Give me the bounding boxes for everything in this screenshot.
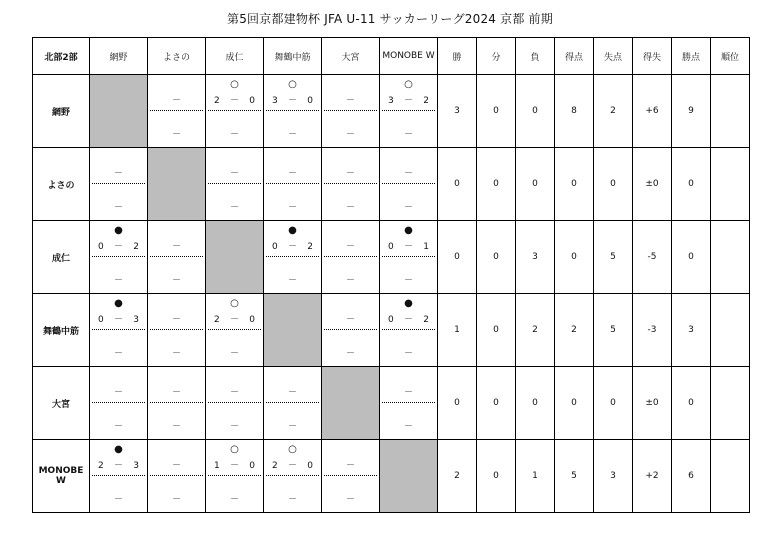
secondary-score: － bbox=[113, 422, 123, 432]
match-cell bbox=[380, 148, 438, 221]
result-mark: ○ bbox=[230, 298, 239, 309]
score-dash: － bbox=[403, 242, 413, 252]
secondary-score: － bbox=[287, 422, 297, 432]
score-dash: － bbox=[345, 461, 355, 471]
secondary-score: － bbox=[229, 349, 239, 359]
column-header-stat: 失点 bbox=[594, 38, 633, 75]
column-header-team: 成仁 bbox=[206, 38, 264, 75]
stat-cell bbox=[711, 75, 750, 148]
match-cell bbox=[148, 294, 206, 367]
column-header-stat: 勝 bbox=[438, 38, 477, 75]
score-own: 0 bbox=[272, 242, 278, 252]
score-dash: － bbox=[229, 461, 239, 471]
column-header-team: 舞鶴中筋 bbox=[264, 38, 322, 75]
row-team-name: 舞鶴中筋 bbox=[33, 294, 90, 367]
score-dash: － bbox=[171, 242, 181, 252]
score-opponent: 0 bbox=[249, 461, 255, 471]
score-opponent: 0 bbox=[249, 315, 255, 325]
column-header-stat: 順位 bbox=[711, 38, 750, 75]
dotted-divider bbox=[150, 329, 203, 330]
match-cell bbox=[322, 294, 380, 367]
stat-cell: 3 bbox=[672, 294, 711, 367]
score-dash: － bbox=[287, 96, 297, 106]
dotted-divider bbox=[382, 329, 435, 330]
match-cell bbox=[380, 75, 438, 148]
secondary-score: － bbox=[229, 130, 239, 140]
match-cell bbox=[380, 294, 438, 367]
match-score bbox=[380, 241, 437, 253]
match-score bbox=[264, 460, 321, 472]
secondary-score: － bbox=[229, 495, 239, 505]
dotted-divider bbox=[324, 110, 377, 111]
score-own: 0 bbox=[98, 315, 104, 325]
match-cell bbox=[264, 440, 322, 513]
stat-cell: 1 bbox=[516, 440, 555, 513]
match-cell bbox=[380, 221, 438, 294]
dotted-divider bbox=[382, 183, 435, 184]
dotted-divider bbox=[92, 256, 145, 257]
dotted-divider bbox=[208, 475, 261, 476]
dotted-divider bbox=[208, 402, 261, 403]
stat-cell: 0 bbox=[594, 367, 633, 440]
secondary-score: － bbox=[171, 495, 181, 505]
table-row bbox=[33, 294, 750, 367]
match-cell bbox=[90, 221, 148, 294]
row-team-name: 大宮 bbox=[33, 367, 90, 440]
secondary-score: － bbox=[403, 276, 413, 286]
self-match-cell bbox=[206, 221, 264, 294]
column-header-team: 大宮 bbox=[322, 38, 380, 75]
dotted-divider bbox=[208, 183, 261, 184]
match-score bbox=[148, 95, 205, 107]
self-match-cell bbox=[380, 440, 438, 513]
match-cell bbox=[206, 75, 264, 148]
stat-cell: -3 bbox=[633, 294, 672, 367]
match-cell bbox=[90, 294, 148, 367]
stat-cell: 0 bbox=[555, 221, 594, 294]
secondary-score: － bbox=[113, 203, 123, 213]
secondary-score: － bbox=[171, 130, 181, 140]
match-score bbox=[264, 387, 321, 399]
score-dash: － bbox=[229, 388, 239, 398]
match-score bbox=[264, 168, 321, 180]
stat-cell: 2 bbox=[555, 294, 594, 367]
dotted-divider bbox=[266, 402, 319, 403]
match-cell bbox=[264, 221, 322, 294]
dotted-divider bbox=[324, 183, 377, 184]
stat-cell: 0 bbox=[672, 221, 711, 294]
score-own: 2 bbox=[98, 461, 104, 471]
row-team-name: MONOBE W bbox=[33, 440, 90, 513]
secondary-score: － bbox=[113, 495, 123, 505]
dotted-divider bbox=[266, 256, 319, 257]
result-mark: ● bbox=[404, 298, 413, 309]
header-row bbox=[33, 38, 750, 75]
match-score bbox=[148, 241, 205, 253]
match-score bbox=[90, 314, 147, 326]
stat-cell: 0 bbox=[477, 148, 516, 221]
stat-cell: 0 bbox=[477, 294, 516, 367]
score-dash: － bbox=[113, 169, 123, 179]
score-opponent: 0 bbox=[307, 461, 313, 471]
dotted-divider bbox=[382, 256, 435, 257]
match-cell bbox=[264, 148, 322, 221]
dotted-divider bbox=[208, 110, 261, 111]
stat-cell: 2 bbox=[438, 440, 477, 513]
score-dash: － bbox=[171, 96, 181, 106]
dotted-divider bbox=[92, 329, 145, 330]
row-team-name: 網野 bbox=[33, 75, 90, 148]
match-score bbox=[90, 168, 147, 180]
score-opponent: 2 bbox=[133, 242, 139, 252]
table-row bbox=[33, 440, 750, 513]
result-mark: ● bbox=[114, 225, 123, 236]
score-own: 2 bbox=[272, 461, 278, 471]
column-header-team: 網野 bbox=[90, 38, 148, 75]
secondary-score: － bbox=[171, 276, 181, 286]
stat-cell: 0 bbox=[438, 367, 477, 440]
column-header-stat: 得失 bbox=[633, 38, 672, 75]
result-mark: ● bbox=[288, 225, 297, 236]
score-opponent: 1 bbox=[423, 242, 429, 252]
result-mark: ● bbox=[114, 298, 123, 309]
stat-cell bbox=[711, 148, 750, 221]
match-cell bbox=[148, 367, 206, 440]
stat-cell: 0 bbox=[672, 367, 711, 440]
dotted-divider bbox=[92, 475, 145, 476]
result-mark: ○ bbox=[230, 79, 239, 90]
stat-cell: 2 bbox=[516, 294, 555, 367]
stat-cell: 0 bbox=[477, 440, 516, 513]
score-dash: － bbox=[287, 169, 297, 179]
column-header-stat: 得点 bbox=[555, 38, 594, 75]
table-row bbox=[33, 148, 750, 221]
match-score bbox=[264, 241, 321, 253]
match-score bbox=[322, 95, 379, 107]
match-cell bbox=[264, 367, 322, 440]
result-mark: ● bbox=[404, 225, 413, 236]
stat-cell: 5 bbox=[594, 294, 633, 367]
stat-cell: 0 bbox=[438, 148, 477, 221]
match-score bbox=[380, 168, 437, 180]
row-team-name: よさの bbox=[33, 148, 90, 221]
score-dash: － bbox=[287, 242, 297, 252]
dotted-divider bbox=[92, 183, 145, 184]
table-row bbox=[33, 221, 750, 294]
match-cell bbox=[90, 367, 148, 440]
dotted-divider bbox=[324, 475, 377, 476]
match-score bbox=[90, 241, 147, 253]
score-dash: － bbox=[113, 242, 123, 252]
stat-cell: 0 bbox=[477, 221, 516, 294]
score-dash: － bbox=[403, 169, 413, 179]
stat-cell: 8 bbox=[555, 75, 594, 148]
dotted-divider bbox=[150, 256, 203, 257]
row-team-name: 成仁 bbox=[33, 221, 90, 294]
stat-cell: 0 bbox=[516, 367, 555, 440]
column-header-team: よさの bbox=[148, 38, 206, 75]
self-match-cell bbox=[264, 294, 322, 367]
match-score bbox=[206, 95, 263, 107]
division-label: 北部2部 bbox=[33, 38, 90, 75]
score-opponent: 0 bbox=[307, 96, 313, 106]
score-dash: － bbox=[403, 388, 413, 398]
score-dash: － bbox=[345, 169, 355, 179]
score-dash: － bbox=[113, 461, 123, 471]
stat-cell: 0 bbox=[516, 148, 555, 221]
result-mark: ○ bbox=[230, 444, 239, 455]
table-body bbox=[33, 75, 750, 513]
stat-cell: 0 bbox=[672, 148, 711, 221]
match-score bbox=[148, 460, 205, 472]
score-own: 2 bbox=[214, 315, 220, 325]
stat-cell: 3 bbox=[516, 221, 555, 294]
match-score bbox=[380, 387, 437, 399]
secondary-score: － bbox=[287, 130, 297, 140]
secondary-score: － bbox=[171, 422, 181, 432]
result-mark: ○ bbox=[288, 444, 297, 455]
match-cell bbox=[380, 367, 438, 440]
secondary-score: － bbox=[229, 422, 239, 432]
match-score bbox=[206, 387, 263, 399]
stat-cell bbox=[711, 221, 750, 294]
stat-cell: 5 bbox=[594, 221, 633, 294]
secondary-score: － bbox=[403, 349, 413, 359]
score-own: 0 bbox=[388, 315, 394, 325]
match-score bbox=[148, 387, 205, 399]
stat-cell: ±0 bbox=[633, 367, 672, 440]
secondary-score: － bbox=[345, 276, 355, 286]
match-cell bbox=[206, 440, 264, 513]
stat-cell: 0 bbox=[477, 367, 516, 440]
dotted-divider bbox=[324, 256, 377, 257]
stat-cell: +6 bbox=[633, 75, 672, 148]
dotted-divider bbox=[92, 402, 145, 403]
match-cell bbox=[148, 440, 206, 513]
match-score bbox=[148, 314, 205, 326]
match-cell bbox=[206, 294, 264, 367]
match-score bbox=[380, 314, 437, 326]
secondary-score: － bbox=[287, 276, 297, 286]
stat-cell bbox=[711, 367, 750, 440]
stat-cell: 0 bbox=[477, 75, 516, 148]
score-own: 3 bbox=[272, 96, 278, 106]
self-match-cell bbox=[148, 148, 206, 221]
stat-cell: 2 bbox=[594, 75, 633, 148]
stat-cell: 9 bbox=[672, 75, 711, 148]
match-score bbox=[206, 460, 263, 472]
score-dash: － bbox=[229, 169, 239, 179]
score-dash: － bbox=[345, 96, 355, 106]
dotted-divider bbox=[324, 329, 377, 330]
dotted-divider bbox=[150, 402, 203, 403]
match-score bbox=[264, 95, 321, 107]
score-dash: － bbox=[171, 315, 181, 325]
score-own: 2 bbox=[214, 96, 220, 106]
stat-cell: 3 bbox=[594, 440, 633, 513]
match-cell bbox=[264, 75, 322, 148]
match-cell bbox=[322, 75, 380, 148]
match-cell bbox=[90, 440, 148, 513]
column-header-team: MONOBE W bbox=[380, 38, 438, 75]
match-score bbox=[90, 387, 147, 399]
stat-cell: 5 bbox=[555, 440, 594, 513]
score-dash: － bbox=[113, 388, 123, 398]
match-score bbox=[90, 460, 147, 472]
self-match-cell bbox=[90, 75, 148, 148]
column-header-stat: 分 bbox=[477, 38, 516, 75]
secondary-score: － bbox=[345, 203, 355, 213]
secondary-score: － bbox=[345, 495, 355, 505]
score-dash: － bbox=[171, 461, 181, 471]
score-dash: － bbox=[229, 315, 239, 325]
result-mark: ○ bbox=[404, 79, 413, 90]
secondary-score: － bbox=[403, 422, 413, 432]
score-dash: － bbox=[113, 315, 123, 325]
match-score bbox=[206, 168, 263, 180]
dotted-divider bbox=[266, 475, 319, 476]
score-opponent: 2 bbox=[423, 315, 429, 325]
match-score bbox=[322, 168, 379, 180]
score-own: 3 bbox=[388, 96, 394, 106]
score-own: 0 bbox=[98, 242, 104, 252]
stat-cell: 3 bbox=[438, 75, 477, 148]
secondary-score: － bbox=[345, 349, 355, 359]
score-dash: － bbox=[171, 388, 181, 398]
secondary-score: － bbox=[403, 130, 413, 140]
stat-cell: 6 bbox=[672, 440, 711, 513]
stat-cell bbox=[711, 294, 750, 367]
match-score bbox=[322, 241, 379, 253]
dotted-divider bbox=[266, 183, 319, 184]
score-dash: － bbox=[403, 315, 413, 325]
secondary-score: － bbox=[229, 203, 239, 213]
score-dash: － bbox=[229, 96, 239, 106]
score-dash: － bbox=[287, 388, 297, 398]
score-opponent: 3 bbox=[133, 461, 139, 471]
match-cell bbox=[206, 367, 264, 440]
score-opponent: 2 bbox=[307, 242, 313, 252]
table-row bbox=[33, 75, 750, 148]
league-table bbox=[32, 37, 750, 513]
result-mark: ○ bbox=[288, 79, 297, 90]
match-score bbox=[206, 314, 263, 326]
stat-cell bbox=[711, 440, 750, 513]
stat-cell: 0 bbox=[594, 148, 633, 221]
score-opponent: 3 bbox=[133, 315, 139, 325]
match-cell bbox=[148, 75, 206, 148]
secondary-score: － bbox=[403, 203, 413, 213]
score-own: 1 bbox=[214, 461, 220, 471]
match-score bbox=[322, 314, 379, 326]
page-title: 第5回京都建物杯 JFA U-11 サッカーリーグ2024 京都 前期 bbox=[227, 12, 553, 26]
secondary-score: － bbox=[113, 349, 123, 359]
match-score bbox=[380, 95, 437, 107]
table-row bbox=[33, 367, 750, 440]
self-match-cell bbox=[322, 367, 380, 440]
match-score bbox=[322, 460, 379, 472]
dotted-divider bbox=[208, 329, 261, 330]
stat-cell: 0 bbox=[555, 367, 594, 440]
stat-cell: 1 bbox=[438, 294, 477, 367]
match-cell bbox=[206, 148, 264, 221]
score-dash: － bbox=[345, 242, 355, 252]
score-dash: － bbox=[403, 96, 413, 106]
dotted-divider bbox=[382, 110, 435, 111]
column-header-stat: 負 bbox=[516, 38, 555, 75]
stat-cell: 0 bbox=[516, 75, 555, 148]
stat-cell: 0 bbox=[438, 221, 477, 294]
stat-cell: 0 bbox=[555, 148, 594, 221]
match-cell bbox=[322, 221, 380, 294]
secondary-score: － bbox=[113, 276, 123, 286]
match-cell bbox=[148, 221, 206, 294]
stat-cell: ±0 bbox=[633, 148, 672, 221]
secondary-score: － bbox=[345, 130, 355, 140]
dotted-divider bbox=[150, 475, 203, 476]
secondary-score: － bbox=[287, 203, 297, 213]
dotted-divider bbox=[266, 110, 319, 111]
score-dash: － bbox=[345, 315, 355, 325]
match-cell bbox=[322, 440, 380, 513]
score-opponent: 2 bbox=[423, 96, 429, 106]
dotted-divider bbox=[382, 402, 435, 403]
stat-cell: -5 bbox=[633, 221, 672, 294]
stat-cell: +2 bbox=[633, 440, 672, 513]
secondary-score: － bbox=[171, 349, 181, 359]
dotted-divider bbox=[150, 110, 203, 111]
secondary-score: － bbox=[287, 495, 297, 505]
match-cell bbox=[322, 148, 380, 221]
score-opponent: 0 bbox=[249, 96, 255, 106]
score-dash: － bbox=[287, 461, 297, 471]
match-cell bbox=[90, 148, 148, 221]
score-own: 0 bbox=[388, 242, 394, 252]
column-header-stat: 勝点 bbox=[672, 38, 711, 75]
result-mark: ● bbox=[114, 444, 123, 455]
